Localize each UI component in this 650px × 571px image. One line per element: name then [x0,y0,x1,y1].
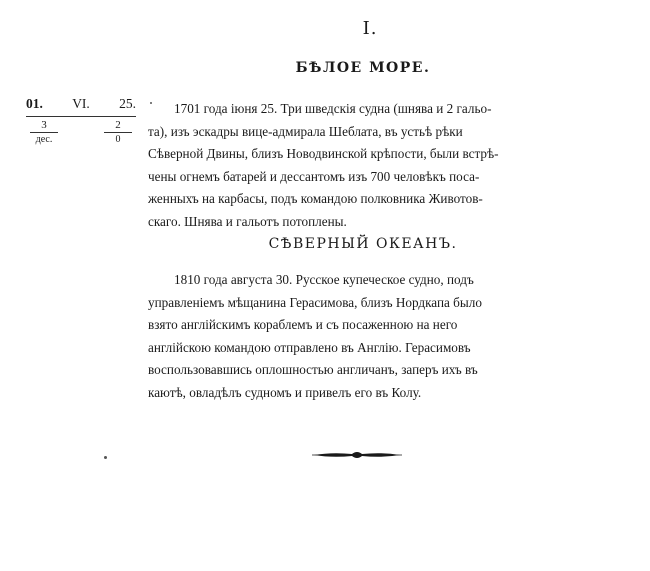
margin-rule [26,116,136,117]
margin-date: 25. [119,96,136,111]
margin-date-row [26,96,136,112]
section-title-white-sea: БѢЛОЕ МОРЕ. [295,60,431,76]
paragraph-line: 1810 года августа 30. Русское купеческое судно, подъ [174,272,474,287]
fraction-right-numerator: 2 [115,119,121,131]
margin-fractions [26,119,136,146]
margin-month: VI. [72,96,90,111]
fraction-left-bar [30,132,58,133]
paper-speck [150,102,152,104]
paragraph-line: та), изъ эскадры вице-адмирала Шеблата, въ устьѣ рѣки [148,123,463,139]
margin-fraction-right [100,119,136,146]
paragraph-line: Сѣверной Двины, близъ Новодвинской крѣпости, были встрѣ- [148,146,499,161]
fraction-left-numerator: 3 [41,119,47,131]
fraction-left-denominator: дес. [35,134,53,145]
margin-date-note [26,96,136,146]
paragraph-line: 1701 года іюня 25. Три шведскія судна (шнява и 2 гальо- [174,101,492,116]
paragraph-line: взято англійскимъ кораблемъ и съ посаженною на него [148,317,458,332]
margin-fraction-left [26,119,62,146]
paragraph-white-sea [148,98,583,233]
chapter-number: I. [362,18,378,39]
paragraph-line: управленіемъ мѣщанина Герасимова, близъ Нордкапа было [148,294,482,310]
decorative-rule-ornament-icon [312,448,402,462]
section-title-northern-ocean: СѢВЕРНЫЙ ОКЕАНЪ. [268,236,458,252]
fraction-right-bar [104,132,132,133]
margin-day: 01. [26,96,43,111]
paper-speck [104,456,107,459]
paragraph-line: каютѣ, овладѣлъ судномъ и привелъ его въ Колу. [148,384,422,400]
paragraph-line: чены огнемъ батарей и дессантомъ изъ 700 человѣкъ поса- [148,168,480,184]
paragraph-line: воспользовавшись оплошностью англичанъ, заперъ ихъ въ [148,362,478,377]
fraction-right-denominator: 0 [115,134,121,145]
paragraph-line: англійскою командою отправлено въ Англію. Герасимовъ [148,339,471,355]
paragraph-line: скаго. Шнява и гальотъ потоплены. [148,213,347,229]
paragraph-northern-ocean [148,269,583,404]
paragraph-line: женныхъ на карбасы, подъ командою полковника Животов- [148,191,483,206]
